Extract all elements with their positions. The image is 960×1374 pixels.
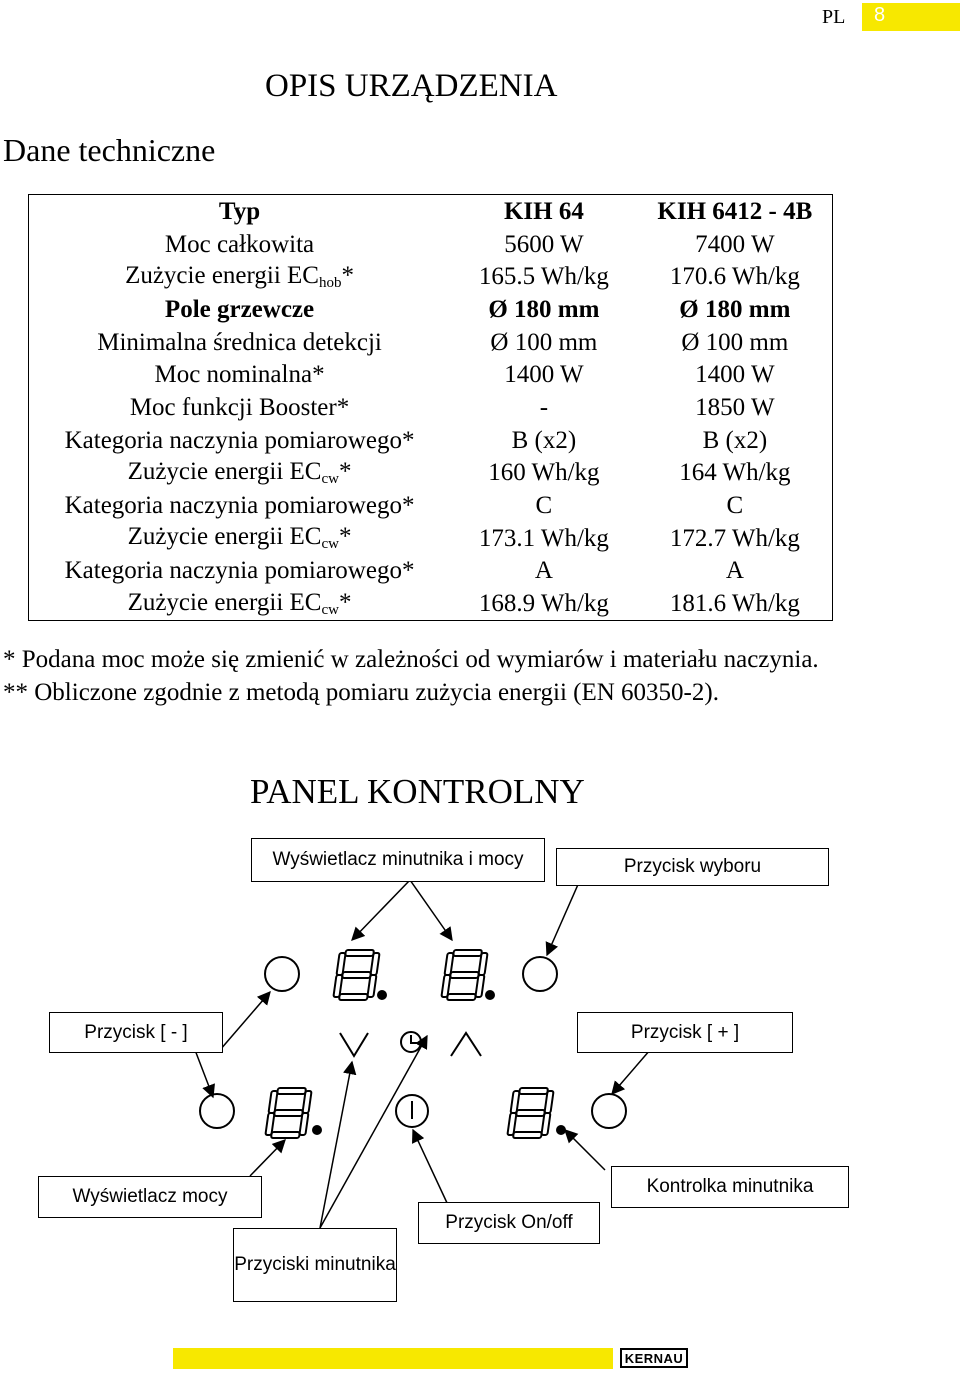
- value-kih6412: 181.6 Wh/kg: [669, 590, 800, 618]
- value-kih6412: 164 Wh/kg: [679, 459, 791, 487]
- seven-segment-digit-icon: [333, 950, 380, 1000]
- row-label: Kategoria naczynia pomiarowego*: [64, 426, 415, 454]
- value-kih64: 5600 W: [504, 230, 584, 258]
- circle-button-icon: [523, 957, 557, 991]
- seven-segment-digit-icon: [265, 1088, 312, 1138]
- value-kih6412: B (x2): [702, 426, 768, 454]
- value-kih64: 168.9 Wh/kg: [478, 590, 609, 618]
- value-kih6412: 170.6 Wh/kg: [669, 263, 800, 291]
- minus-button-label: Przycisk [ - ]: [49, 1012, 223, 1053]
- decimal-point-icon: [485, 990, 495, 1000]
- row-label: Moc całkowita: [164, 230, 315, 258]
- power-icon: [396, 1095, 428, 1127]
- clock-icon: [401, 1032, 421, 1052]
- panel-title: PANEL KONTROLNY: [250, 772, 585, 811]
- row-label: Zużycie energii $EC_{cw}*$: [127, 588, 352, 618]
- row-label: Zużycie energii $EC_{cw}*$: [127, 457, 352, 487]
- footer-accent-bar: [173, 1348, 613, 1369]
- onoff-button-label: Przycisk On/off: [418, 1202, 600, 1244]
- value-kih64: 160 Wh/kg: [488, 459, 600, 487]
- callout-arrows: [195, 880, 650, 1228]
- row-label: Moc funkcji Booster*: [129, 393, 350, 421]
- decimal-point-icon: [377, 990, 387, 1000]
- footnote-1: * Podana moc może się zmienić w zależności od wymiarów i materiału naczynia.: [3, 646, 819, 673]
- brand-logo: KERNAU: [620, 1348, 688, 1368]
- subsection-title: Dane techniczne: [3, 132, 216, 168]
- timer-indicator-label: Kontrolka minutnika: [611, 1166, 849, 1208]
- row-label: Pole grzewcze: [164, 295, 315, 323]
- seven-segment-digit-icon: [441, 950, 488, 1000]
- value-kih64: 173.1 Wh/kg: [478, 524, 609, 552]
- section-title: OPIS URZĄDZENIA: [265, 68, 558, 104]
- plus-button-label: Przycisk [ + ]: [577, 1012, 793, 1053]
- seven-segment-digit-icon: [507, 1088, 554, 1138]
- value-kih6412: C: [726, 492, 744, 520]
- value-kih6412: Ø 180 mm: [679, 295, 791, 323]
- power-display-label: Wyświetlacz mocy: [38, 1176, 262, 1218]
- value-kih64: 1400 W: [504, 361, 584, 389]
- value-kih6412: 1850 W: [695, 393, 775, 421]
- select-button-label: Przycisk wyboru: [556, 848, 829, 886]
- row-label: Zużycie energii $EC_{cw}*$: [127, 523, 352, 553]
- value-kih64: Ø 100 mm: [490, 328, 598, 356]
- value-kih64: -: [539, 393, 549, 421]
- row-label: Zużycie energii $EC_{hob}*$: [125, 261, 354, 291]
- decimal-point-icon: [312, 1125, 322, 1135]
- row-label: Moc nominalna*: [154, 361, 325, 389]
- value-kih64: B (x2): [511, 426, 577, 454]
- circle-button-icon: [592, 1094, 626, 1128]
- timer-power-display-label: Wyświetlacz minutnika i mocy: [251, 838, 545, 882]
- header-cell: KIH 64: [503, 197, 584, 225]
- value-kih6412: A: [725, 557, 744, 585]
- value-kih64: 165.5 Wh/kg: [478, 263, 609, 291]
- row-label: Kategoria naczynia pomiarowego*: [64, 492, 415, 520]
- circle-button-icon: [200, 1094, 234, 1128]
- value-kih6412: 172.7 Wh/kg: [669, 524, 800, 552]
- value-kih64: C: [535, 492, 553, 520]
- select-circle-icon: [265, 957, 299, 991]
- page-number: 8: [874, 4, 886, 26]
- decimal-point-icon: [556, 1125, 566, 1135]
- plus-chevron-icon: [451, 1033, 481, 1056]
- value-kih6412: Ø 100 mm: [681, 328, 789, 356]
- value-kih64: A: [534, 557, 553, 585]
- timer-buttons-label: Przyciski minutnika: [233, 1228, 397, 1302]
- value-kih64: Ø 180 mm: [488, 295, 600, 323]
- language-code: PL: [822, 6, 846, 28]
- footnote-2: ** Obliczone zgodnie z metodą pomiaru zużycia energii (EN 60350-2).: [3, 678, 719, 706]
- row-label: Minimalna średnica detekcji: [97, 328, 382, 356]
- header-cell: KIH 6412 - 4B: [657, 197, 813, 225]
- value-kih6412: 7400 W: [695, 230, 775, 258]
- value-kih6412: 1400 W: [695, 361, 775, 389]
- header-cell: Typ: [218, 197, 261, 225]
- minus-chevron-icon: [340, 1033, 368, 1056]
- row-label: Kategoria naczynia pomiarowego*: [64, 557, 415, 585]
